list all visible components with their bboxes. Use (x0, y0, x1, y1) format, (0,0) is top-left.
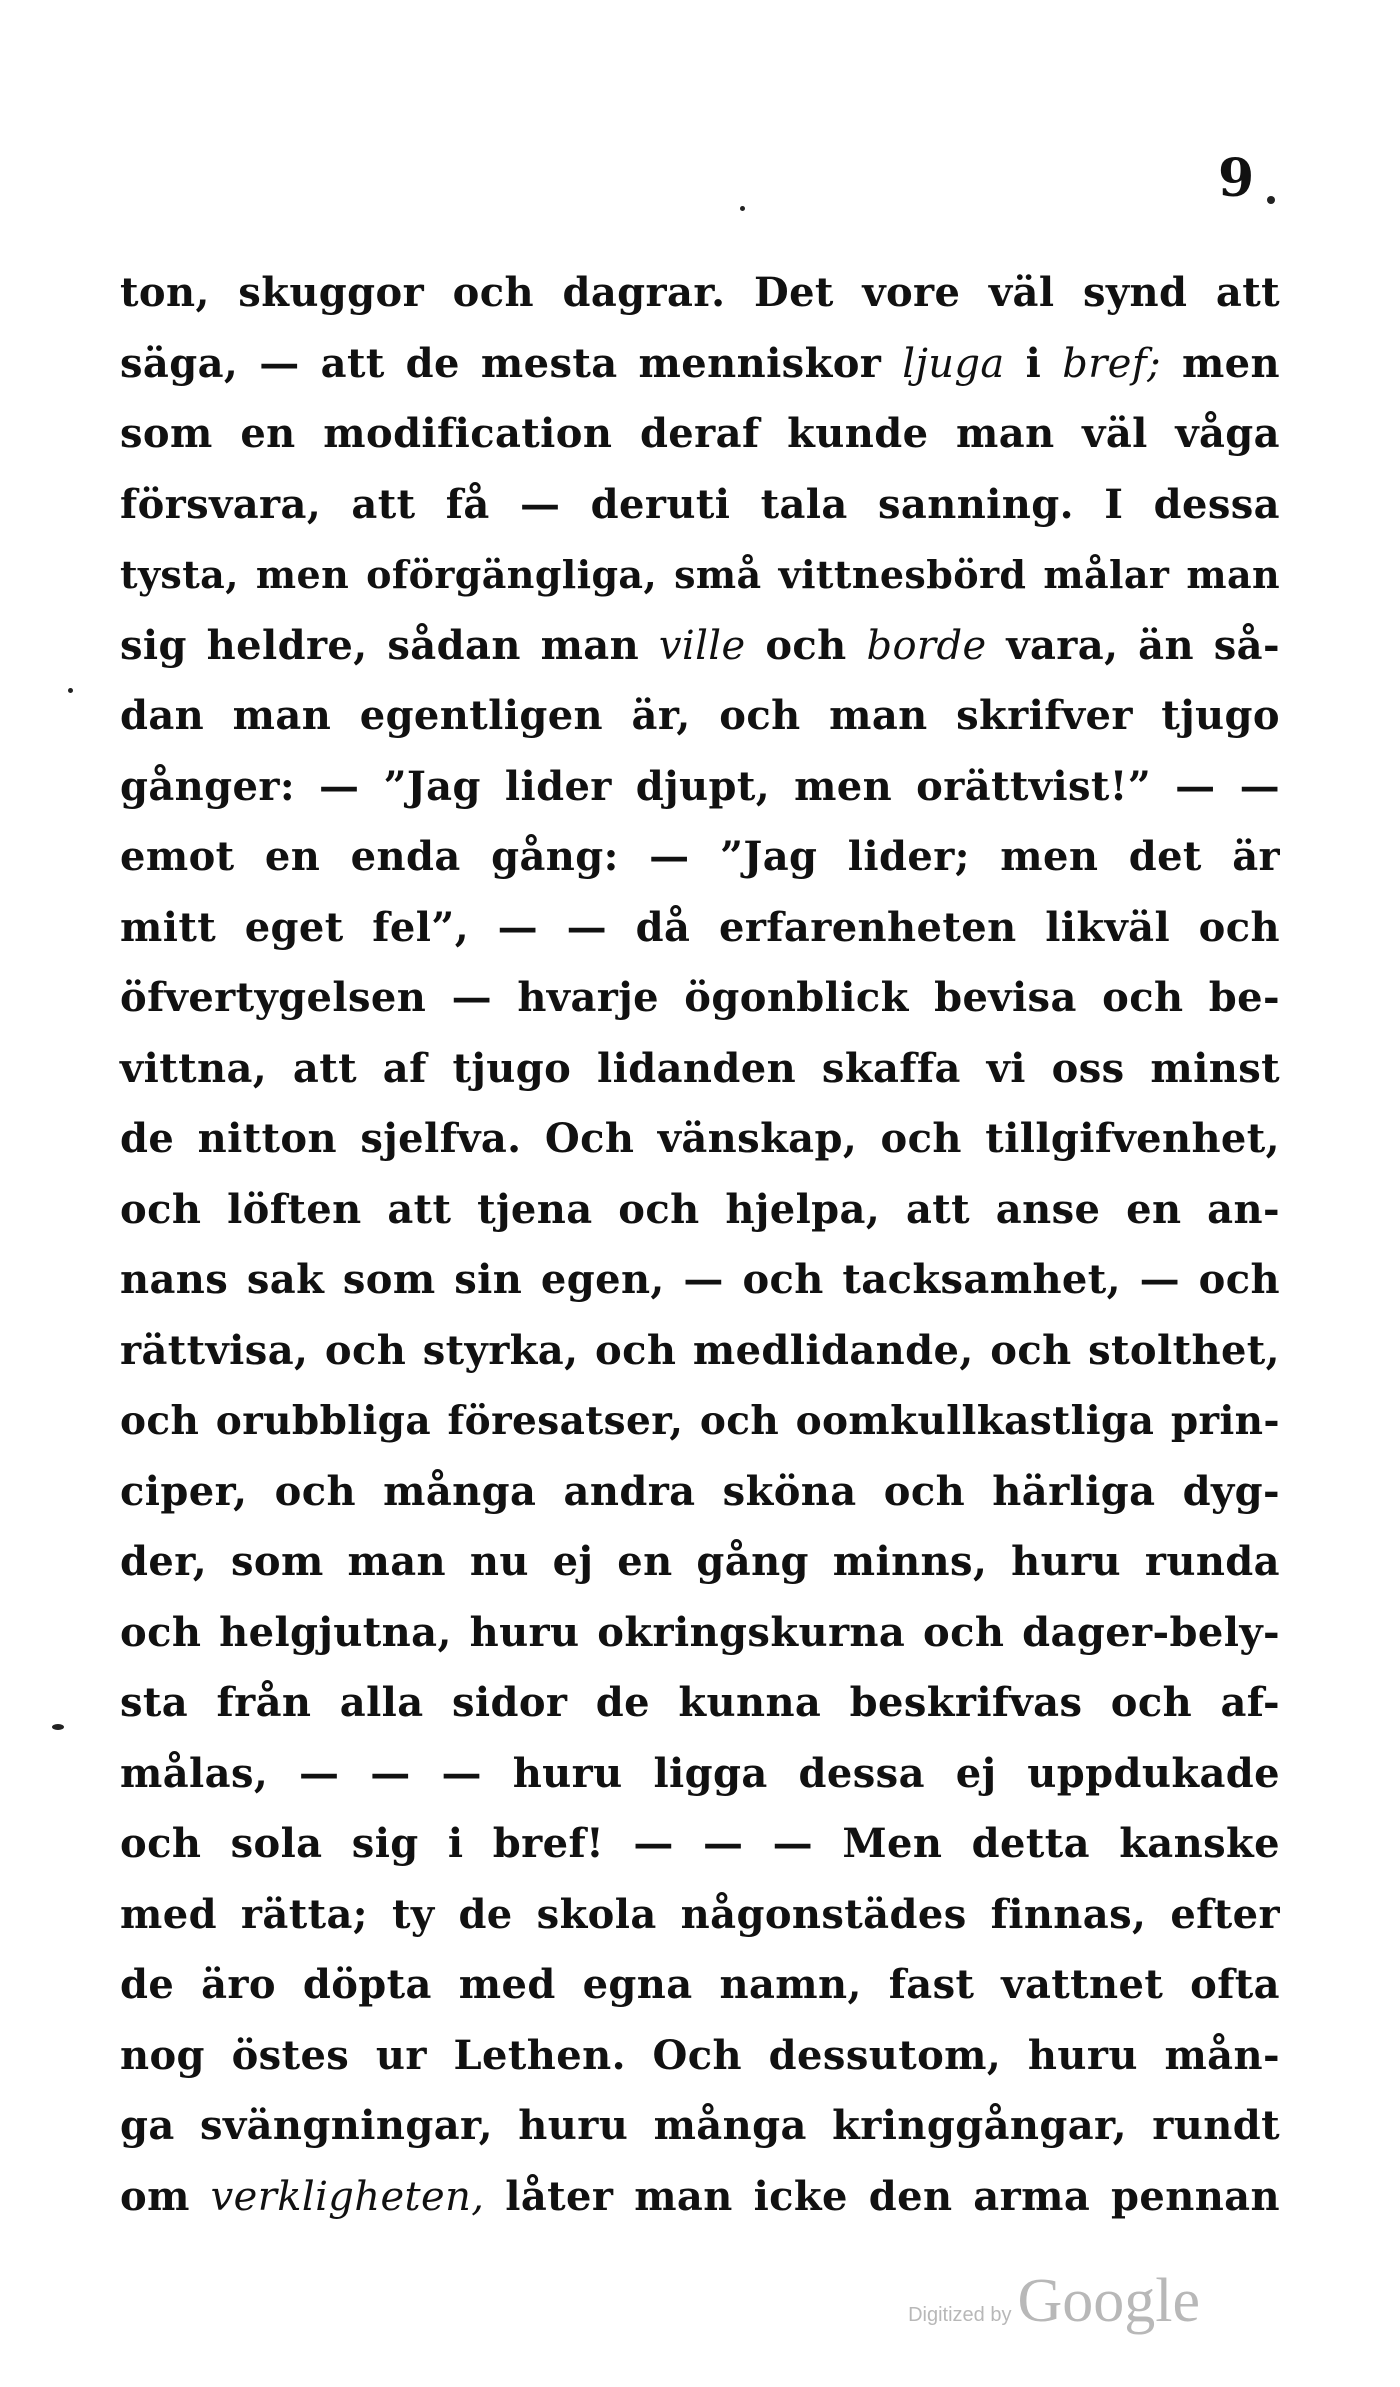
text-segment: låter man icke den arma pennan (484, 2172, 1280, 2220)
text-segment: mitt eget fel”, — — då erfarenheten likväl och (120, 903, 1280, 951)
text-segment: och helgjutna, huru okringskurna och dager-bely- (120, 1608, 1280, 1656)
text-segment: der, som man nu ej en gång minns, huru runda (120, 1538, 1280, 1585)
text-segment: med rätta; ty de skola någonstädes finnas, efter (120, 1890, 1280, 1938)
text-segment: sig heldre, sådan man (120, 621, 659, 669)
body-text (120, 258, 1280, 2232)
text-line (120, 1527, 1280, 1598)
text-line (120, 399, 1280, 470)
text-line (120, 1739, 1280, 1810)
text-line (120, 470, 1280, 541)
text-line (120, 1316, 1280, 1387)
text-line (120, 1034, 1280, 1105)
text-segment: i (1004, 339, 1063, 387)
page-number: 9 (1218, 148, 1261, 209)
text-line (120, 540, 1280, 611)
text-line (120, 963, 1280, 1034)
text-line (120, 681, 1280, 752)
text-line (120, 1386, 1280, 1457)
text-line (120, 1457, 1280, 1528)
italic-word: ville (658, 622, 746, 669)
text-line (120, 2162, 1280, 2233)
text-segment: sta från alla sidor de kunna beskrifvas och af- (120, 1679, 1280, 1726)
text-segment: och orubbliga föresatser, och oomkullkastliga prin- (120, 1398, 1280, 1444)
print-speck (740, 206, 745, 211)
italic-word: ljuga (902, 340, 1005, 387)
text-segment: emot en enda gång: — ”Jag lider; men det är (120, 833, 1280, 880)
print-speck (52, 1724, 64, 1730)
watermark-prefix: Digitized by (908, 2304, 1012, 2326)
text-segment: nog östes ur Lethen. Och dessutom, huru mån- (120, 2031, 1280, 2079)
text-segment: dan man egentligen är, och man skrifver tjugo (120, 692, 1280, 739)
text-line (120, 893, 1280, 964)
italic-word: bref; (1062, 340, 1161, 387)
text-segment: vittna, att af tjugo lidanden skaffa vi oss minst (120, 1044, 1280, 1092)
text-segment: öfvertygelsen — hvarje ögonblick bevisa och be- (120, 974, 1280, 1021)
text-line (120, 2091, 1280, 2162)
text-line (120, 822, 1280, 893)
text-segment: och sola sig i bref! — — — Men detta kanske (120, 1820, 1280, 1867)
italic-word: verkligheten, (210, 2173, 485, 2220)
text-segment: och löften att tjena och hjelpa, att anse en an- (120, 1185, 1280, 1233)
text-segment: ton, skuggor och dagrar. Det vore väl synd att (120, 269, 1280, 316)
text-line (120, 1598, 1280, 1669)
text-line (120, 1880, 1280, 1951)
text-segment: och (745, 621, 867, 669)
text-line (120, 1104, 1280, 1175)
text-line (120, 1175, 1280, 1246)
text-line (120, 1809, 1280, 1880)
text-line (120, 752, 1280, 823)
text-segment: tysta, men oförgängliga, små vittnesbörd målar man (120, 552, 1280, 597)
text-segment: de nitton sjelfva. Och vänskap, och tillgifvenhet, (120, 1115, 1280, 1162)
text-line (120, 1245, 1280, 1316)
digitization-watermark (908, 2266, 1200, 2337)
text-segment: säga, — att de mesta menniskor (120, 339, 903, 387)
text-segment: vara, än så- (986, 621, 1280, 669)
text-segment: om (120, 2172, 211, 2220)
text-segment: rättvisa, och styrka, och medlidande, och stolthet, (120, 1326, 1280, 1374)
text-segment: ciper, och många andra sköna och härliga dyg- (120, 1467, 1280, 1515)
text-line (120, 1668, 1280, 1739)
print-speck (68, 688, 73, 693)
text-segment: försvara, att få — deruti tala sanning. I dessa (120, 480, 1280, 528)
text-segment: som en modification deraf kunde man väl våga (120, 410, 1280, 457)
text-line (120, 611, 1280, 682)
text-line (120, 329, 1280, 400)
text-segment: ga svängningar, huru många kringgångar, rundt (120, 2102, 1280, 2149)
italic-word: borde (866, 622, 987, 669)
text-segment: men (1160, 339, 1280, 387)
text-segment: målas, — — — huru ligga dessa ej uppdukade (120, 1749, 1280, 1797)
text-line (120, 258, 1280, 329)
text-segment: gånger: — ”Jag lider djupt, men orättvist!” — — (120, 762, 1280, 810)
watermark-brand: Google (1017, 2267, 1200, 2335)
text-line (120, 2021, 1280, 2092)
text-segment: de äro döpta med egna namn, fast vattnet ofta (120, 1961, 1280, 2008)
text-line (120, 1950, 1280, 2021)
text-segment: nans sak som sin egen, — och tacksamhet, — och (120, 1256, 1280, 1303)
print-speck (1267, 196, 1275, 204)
